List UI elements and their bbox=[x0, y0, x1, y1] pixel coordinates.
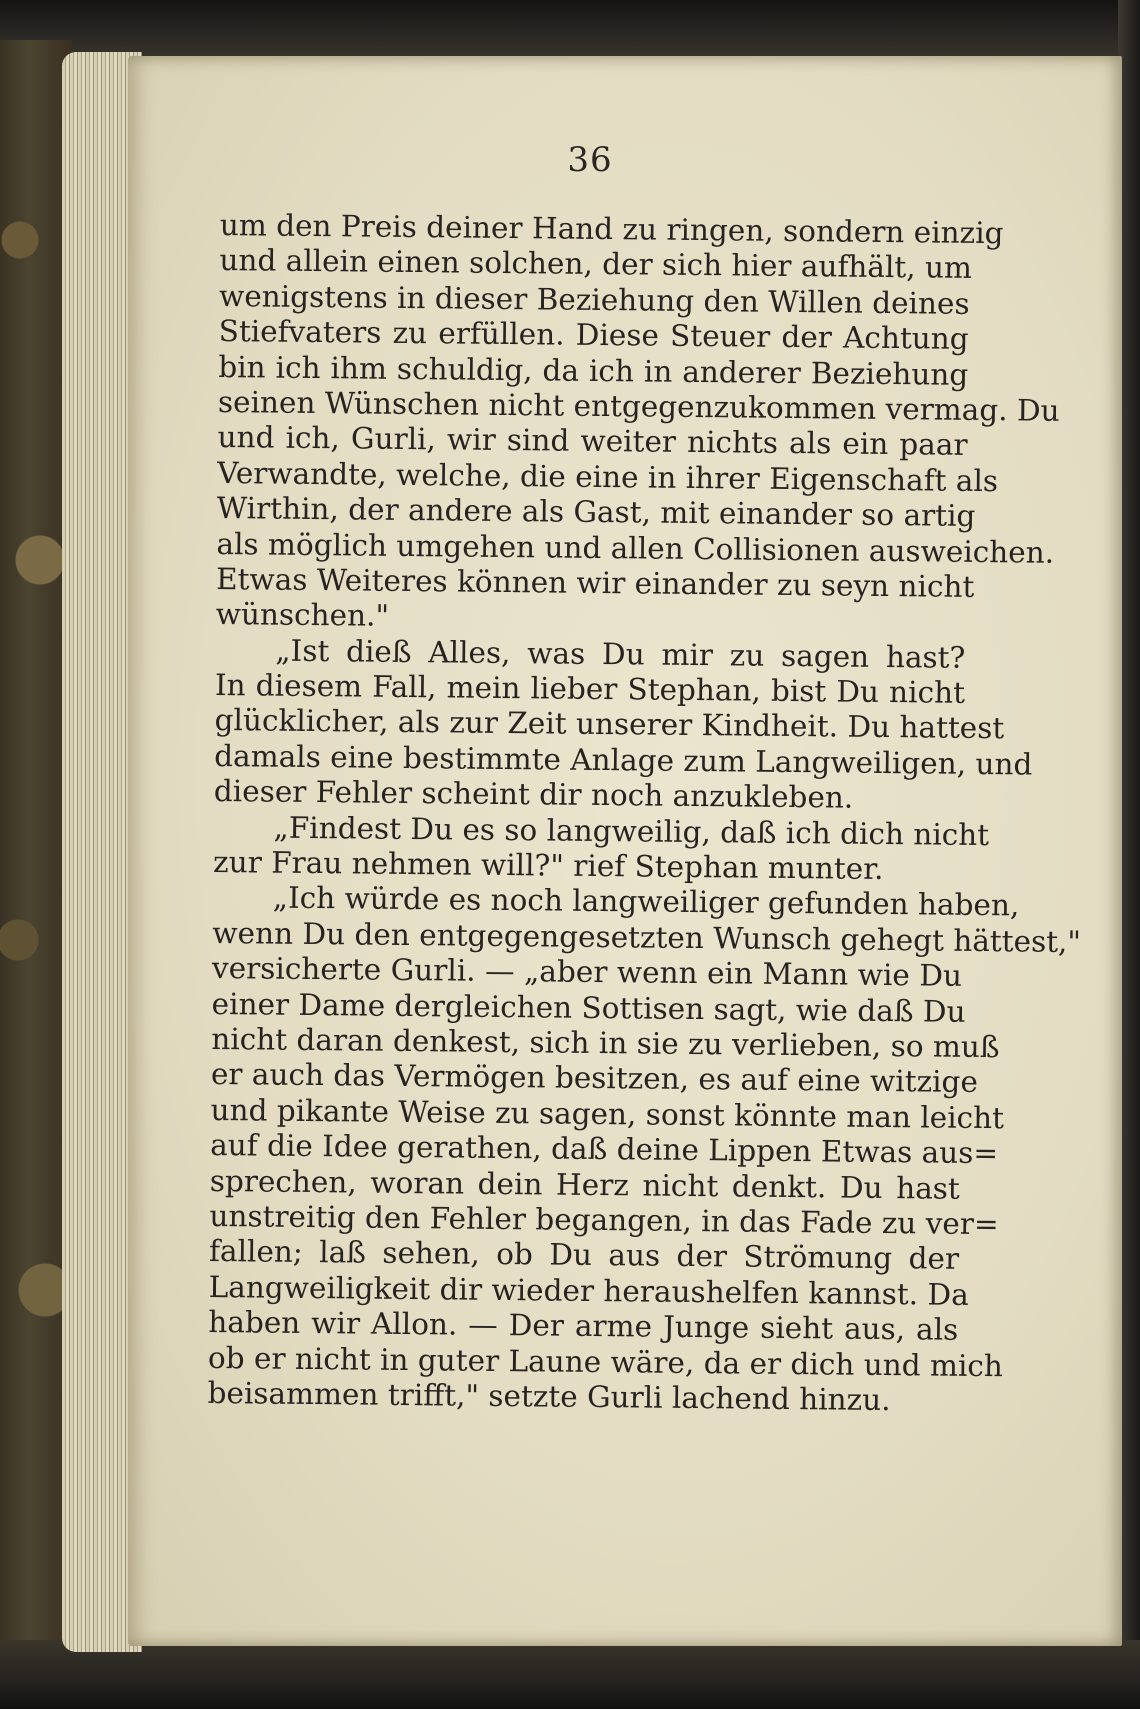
text-line: Stiefvaters zu erfüllen. Diese Steuer der Achtung bbox=[218, 314, 969, 357]
text-line: Wirthin, der andere als Gast, mit einander so artig bbox=[216, 491, 976, 534]
text-line: um den Preis deiner Hand zu ringen, sondern einzig bbox=[219, 208, 1004, 251]
text-line: als möglich umgehen und allen Collisionen ausweichen. bbox=[216, 526, 1055, 570]
text-line: Etwas Weiteres können wir einander zu seyn nicht bbox=[215, 561, 975, 604]
text-line: fallen; laß sehen, ob Du aus der Strömung der bbox=[208, 1234, 960, 1277]
text-line: auf die Idee gerathen, daß deine Lippen Etwas aus= bbox=[210, 1128, 999, 1171]
text-line: zur Frau nehmen will?" rief Stephan munter. bbox=[212, 844, 884, 887]
text-line: er auch das Vermögen besitzen, es auf eine witzige bbox=[210, 1057, 979, 1100]
text-line: bin ich ihm schuldig, da ich in anderer Beziehung bbox=[218, 349, 969, 392]
book-cover-top-edge bbox=[0, 0, 1140, 60]
text-line: Langweiligkeit dir wieder heraushelfen kannst. Da bbox=[208, 1269, 969, 1312]
text-line: und pikante Weise zu sagen, sonst könnte man leicht bbox=[210, 1092, 1005, 1136]
text-line: glücklicher, als zur Zeit unserer Kindheit. Du hattest bbox=[214, 703, 1005, 746]
text-line: seinen Wünschen nicht entgegenzukommen vermag. Du bbox=[217, 384, 1060, 428]
page-number: 36 bbox=[567, 140, 613, 180]
text-line: haben wir Allon. — Der arme Junge sieht aus, als bbox=[208, 1305, 959, 1347]
text-line: „Ist dieß Alles, was Du mir zu sagen hast? bbox=[275, 633, 966, 675]
text-line: ob er nicht in guter Laune wäre, da er dich und mich bbox=[207, 1340, 1004, 1383]
text-line: sprechen, woran dein Herz nicht denkt. Du hast bbox=[209, 1163, 960, 1206]
text-line: unstreitig den Fehler begangen, in das Fade zu ver= bbox=[209, 1198, 999, 1242]
text-line: damals eine bestimmte Anlage zum Langweiligen, und bbox=[214, 738, 1033, 782]
text-line: In diesem Fall, mein lieber Stephan, bist Du nicht bbox=[214, 668, 966, 710]
text-line: und ich, Gurli, wir sind weiter nichts als ein paar bbox=[217, 420, 968, 463]
body-text bbox=[207, 208, 1082, 1419]
text-line: wenn Du den entgegengesetzten Wunsch gehegt hättest," bbox=[212, 915, 1082, 959]
text-line: wenigstens in dieser Beziehung den Willen deines bbox=[218, 278, 970, 321]
text-line: „Ich würde es noch langweiliger gefunden haben, bbox=[272, 881, 1020, 923]
text-line: beisammen trifft," setzte Gurli lachend hinzu. bbox=[207, 1375, 891, 1417]
text-line: versicherte Gurli. — „aber wenn ein Mann wie Du bbox=[211, 951, 963, 994]
text-line: dieser Fehler scheint dir noch anzukleben. bbox=[213, 774, 854, 815]
text-line: „Findest Du es so langweilig, daß ich dich nicht bbox=[273, 810, 990, 852]
text-line: Verwandte, welche, die eine in ihrer Eigenschaft als bbox=[217, 455, 999, 498]
text-line: einer Dame dergleichen Sottisen sagt, wie daß Du bbox=[211, 986, 966, 1029]
text-line: nicht daran denkest, sich in sie zu verlieben, so muß bbox=[211, 1021, 1000, 1065]
book-cover-bottom-edge bbox=[0, 1640, 1140, 1709]
text-line: und allein einen solchen, der sich hier aufhält, um bbox=[219, 243, 973, 286]
text-line: wünschen." bbox=[215, 597, 390, 634]
